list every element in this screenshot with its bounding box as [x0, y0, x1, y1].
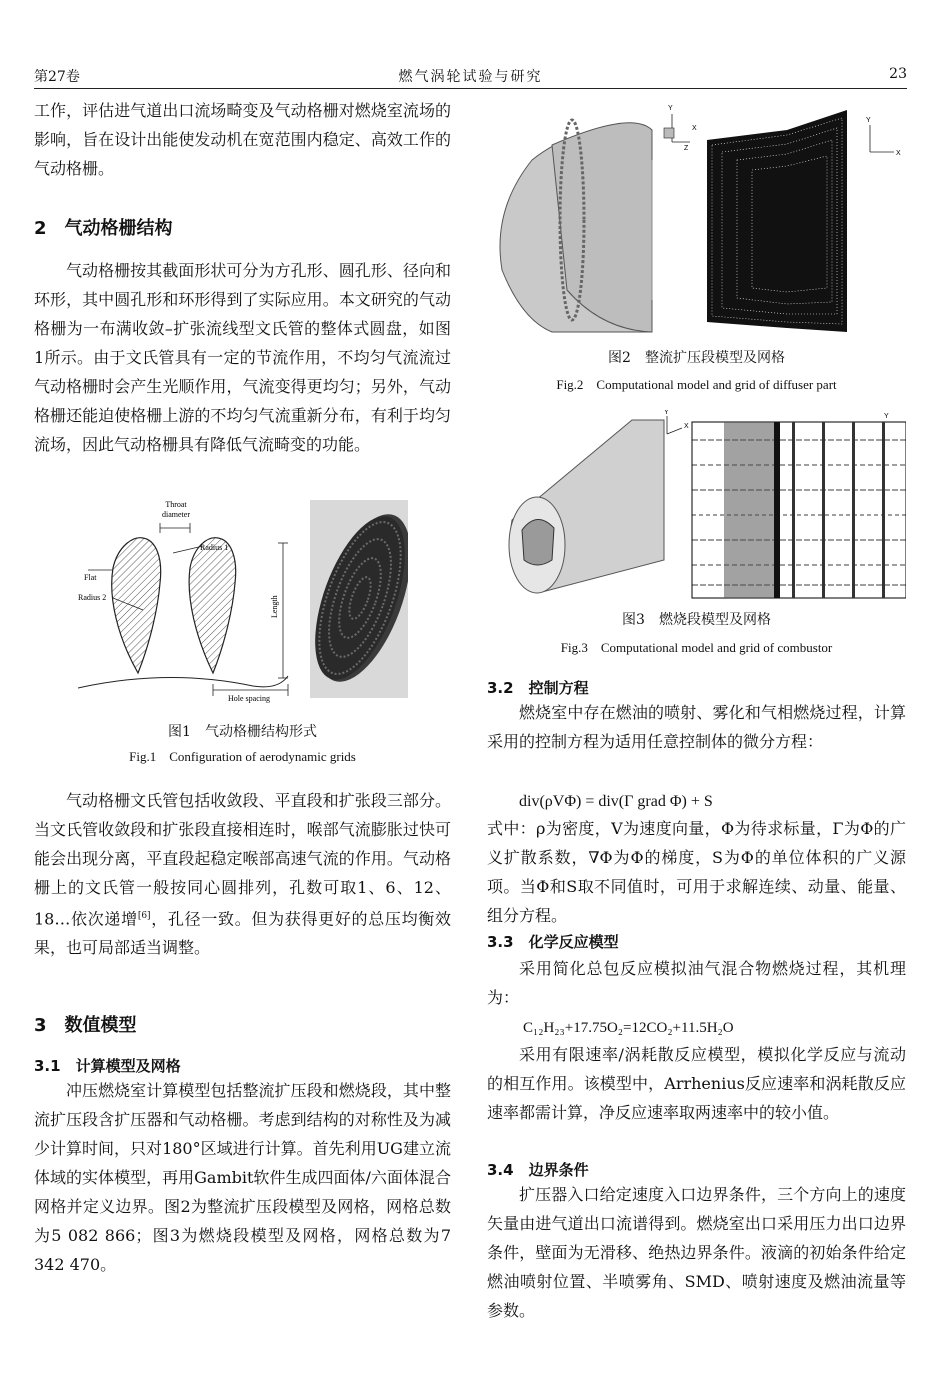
fig2-grid-axis-y: Y [866, 117, 871, 124]
equation-governing: div(ρVΦ) = div(Γ grad Φ) + S [519, 793, 713, 810]
paragraph-grid-structure: 气动格栅按其截面形状可分为方孔形、圆孔形、径向和环形，其中圆孔形和环形得到了实际应用。本文研究的气动格栅为一布满收敛–扩张流线型文氏管的整体式圆盘，如图1所示。由于文氏管具有一定的节流作用，不均匀气流流过气动格栅时会产生光顺作用，气流变得更均匀；另外，气动格栅还能迫使格栅上游的不均匀气流重新分布，有利于均匀流场，因此气动格栅具有降低气流畸变的功能。 [34, 261, 451, 454]
section-3-4-title: 3.4 边界条件 [487, 1161, 589, 1179]
figure-3-caption-cn: 图3 燃烧段模型及网格 [622, 612, 771, 628]
figure-2 [492, 100, 906, 336]
label-diameter: diameter [162, 510, 190, 519]
fig3-axis-y: Y [664, 410, 669, 416]
figure-3 [492, 410, 906, 600]
diffuser-model-and-grid [492, 100, 906, 336]
journal-title: 燃气涡轮试验与研究 [398, 69, 543, 85]
label-radius-2: Radius 2 [78, 593, 107, 602]
left-column [34, 96, 451, 1326]
section-2-title: 2 气动格栅结构 [34, 218, 173, 239]
section-3-1-title: 3.1 计算模型及网格 [34, 1057, 181, 1075]
label-hole-spacing: Hole spacing [228, 694, 270, 703]
label-length: Length [270, 595, 279, 618]
section-3-2-title: 3.2 控制方程 [487, 679, 589, 697]
page-number: 23 [889, 66, 907, 82]
paragraph-venturi: 气动格栅文氏管包括收敛段、平直段和扩张段三部分。当文氏管收敛段和扩张段直接相连时，喉部气流膨胀过快可能会出现分离，平直段起稳定喉部高速气流的作用。气动格栅上的文氏管一般按同心圆排列，孔数可取1、6、12、18…依次递增[6]，孔径一致。但为获得更好的总压均衡效果，也可局部适当调整。 [34, 791, 451, 958]
paragraph-eddy-dissipation: 采用有限速率/涡耗散反应模型，模拟化学反应与流动的相互作用。该模型中，Arrhenius反应速率和涡耗散反应速率都需计算，净反应速率取两速率中的较小值。 [487, 1045, 906, 1122]
paragraph-reaction-model: 采用简化总包反应模拟油气混合物燃烧过程，其机理为： [487, 959, 906, 1007]
label-throat: Throat [165, 500, 187, 509]
section-3-3-title: 3.3 化学反应模型 [487, 933, 619, 951]
combustor-grid-mesh [692, 422, 906, 598]
fig2-grid-axis-x: X [896, 150, 901, 157]
paragraph-governing-eq: 燃烧室中存在燃油的喷射、雾化和气相燃烧过程，计算采用的控制方程为适用任意控制体的微分方程： [487, 703, 906, 751]
diffuser-grid-mesh [707, 110, 847, 332]
paragraph-eq-symbols: 式中：ρ为密度，V为速度向量，Φ为待求标量，Γ为Φ的广义扩散系数，∇Φ为Φ的梯度，S为Φ的单位体积的广义源项。当Φ和S取不同值时，可用于求解连续、动量、能量、组分方程。 [487, 819, 906, 925]
figure-1-caption-en: Fig.1 Configuration of aerodynamic grids [129, 749, 356, 764]
figure-1 [78, 498, 408, 703]
fig2-axis-x: X [692, 125, 697, 132]
grid-disk-render [297, 500, 408, 698]
venturi-section-diagram [78, 498, 408, 703]
label-radius-1: Radius 1 [200, 543, 229, 552]
figure-2-caption-cn: 图2 整流扩压段模型及网格 [608, 350, 785, 366]
equation-reaction: C₁₂H₂₃+17.75O₂=12CO₂+11.5H₂O [523, 1020, 734, 1036]
volume-label: 第27卷 [34, 69, 80, 85]
fig3-grid-axis-y: Y [884, 413, 889, 420]
paragraph-intro-tail: 工作，评估进气道出口流场畸变及气动格栅对燃烧室流场的影响，旨在设计出能使发动机在宽范围内稳定、高效工作的气动格栅。 [34, 101, 451, 178]
fig3-axis-x: X [684, 423, 689, 430]
right-column [487, 0, 906, 1381]
paragraph-boundary-conditions: 扩压器入口给定速度入口边界条件，三个方向上的速度矢量由进气道出口流谱得到。燃烧室出口采用压力出口边界条件，壁面为无滑移、绝热边界条件。液滴的初始条件给定燃油喷射位置、半喷雾角、SMD、喷射速度及燃油流量等参数。 [487, 1185, 906, 1320]
label-flat: Flat [84, 573, 97, 582]
section-3-title: 3 数值模型 [34, 1015, 137, 1036]
figure-1-caption-cn: 图1 气动格栅结构形式 [168, 724, 317, 740]
paragraph-model-grid: 冲压燃烧室计算模型包括整流扩压段和燃烧段，其中整流扩压段含扩压器和气动格栅。考虑到结构的对称性及为减少计算时间，只对180°区域进行计算。首先利用UG建立流体域的实体模型，再用Gambit软件生成四面体/六面体混合网格并定义边界。图2为整流扩压段模型及网格，网格总数为5 082 866；图3为燃烧段模型及网格，网格总数为7 342 470。 [34, 1081, 451, 1274]
figure-3-caption-en: Fig.3 Computational model and grid of combustor [560, 640, 833, 655]
fig2-axis-y: Y [668, 105, 673, 112]
figure-2-caption-en: Fig.2 Computational model and grid of diffuser part [556, 377, 837, 392]
fig2-axis-z: Z [684, 145, 689, 152]
combustor-model-and-grid [492, 410, 906, 600]
